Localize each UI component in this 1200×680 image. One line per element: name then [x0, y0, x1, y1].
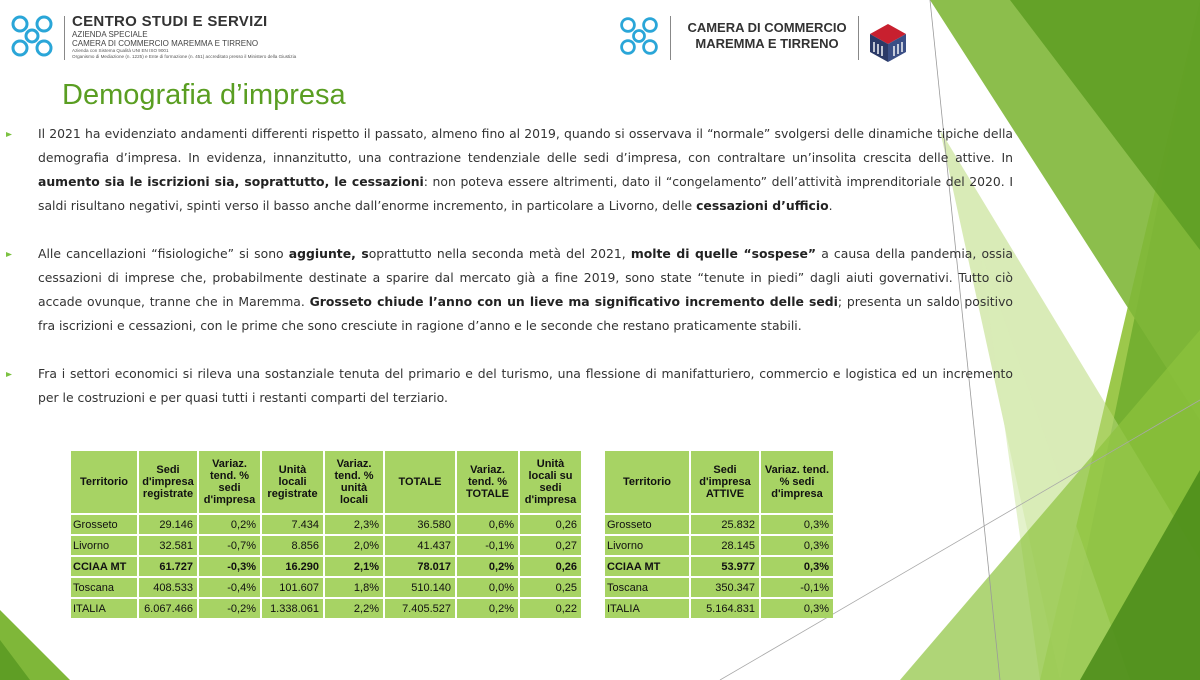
row-label-cell: ITALIA	[71, 599, 137, 618]
emphasis-text: aggiunte, s	[288, 246, 369, 261]
column-header: Unità locali registrate	[262, 451, 323, 513]
row-label-cell: CCIAA MT	[605, 557, 689, 576]
row-label-cell: Livorno	[71, 536, 137, 555]
data-cell: 32.581	[139, 536, 197, 555]
data-cell: 2,2%	[325, 599, 383, 618]
data-cell: 0,27	[520, 536, 581, 555]
data-cell: 0,26	[520, 557, 581, 576]
data-cell: 0,3%	[761, 557, 833, 576]
data-cell: 78.017	[385, 557, 455, 576]
data-cell: 0,6%	[457, 515, 518, 534]
data-cell: 41.437	[385, 536, 455, 555]
org-line-4: Organismo di Mediazione (n. 1225) e Ente di formazione (n. 451) accreditato presso il Ministero della Giustizia	[72, 54, 297, 59]
row-label-cell: Toscana	[71, 578, 137, 597]
bullet-paragraph	[0, 122, 1013, 218]
data-cell: 7.405.527	[385, 599, 455, 618]
column-header: Variaz. tend. % sedi d'impresa	[199, 451, 260, 513]
paragraph-text: .	[828, 198, 833, 213]
column-header: Territorio	[71, 451, 137, 513]
column-header: Variaz. tend. % TOTALE	[457, 451, 518, 513]
column-header: Sedi d'impresa ATTIVE	[691, 451, 759, 513]
table-demografia-sedi	[69, 449, 583, 620]
data-cell: 0,22	[520, 599, 581, 618]
paragraph-text: ; presenta un saldo positivo fra iscrizioni e cessazioni, con le prime che sono cresciute in ragione d’anno e le seconde che restano praticamente stabili.	[38, 294, 1013, 333]
row-label-cell: ITALIA	[605, 599, 689, 618]
paragraph-text: Il 2021 ha evidenziato andamenti differenti rispetto il passato, almeno fino al 2019, quando si osservava il “normale” svolgersi delle dinamiche tipiche della demografia d’impresa. In evidenza, innanzitutto, una contrazione tendenziale delle sedi d’impresa, con contraltare un’insolita crescita delle attive. In	[38, 126, 1013, 165]
bullet-marker-icon	[6, 372, 12, 377]
paragraph-text: Fra i settori economici si rileva una sostanziale tenuta del primario e del turismo, una flessione di manifatturiero, commercio e logistica ed un incremento per le costruzioni e per quasi tutti i restanti comparti del terziario.	[38, 366, 1013, 405]
data-cell: 0,2%	[457, 599, 518, 618]
table-row	[71, 557, 581, 576]
column-header: Variaz. tend. % sedi d'impresa	[761, 451, 833, 513]
paragraph-text: Alle cancellazioni “fisiologiche” si sono	[38, 246, 289, 261]
data-cell: -0,1%	[761, 578, 833, 597]
org-line-2: CAMERA DI COMMERCIO MAREMMA E TIRRENO	[72, 39, 259, 48]
table-row	[71, 515, 581, 534]
paragraph-text: oprattutto nella seconda metà del 2021,	[368, 246, 631, 261]
table-row	[605, 515, 833, 534]
table-row	[605, 557, 833, 576]
row-label-cell: CCIAA MT	[71, 557, 137, 576]
data-cell: 36.580	[385, 515, 455, 534]
data-cell: 0,25	[520, 578, 581, 597]
data-cell: 28.145	[691, 536, 759, 555]
header-divider	[670, 16, 671, 60]
data-cell: 408.533	[139, 578, 197, 597]
column-header: TOTALE	[385, 451, 455, 513]
table-header-row	[71, 451, 581, 513]
bullet-paragraph	[0, 362, 1013, 410]
data-cell: 16.290	[262, 557, 323, 576]
table-row	[71, 599, 581, 618]
page-title: Demografia d’impresa	[62, 79, 346, 111]
data-cell: 6.067.466	[139, 599, 197, 618]
header	[0, 8, 1200, 68]
bullet-paragraph	[0, 242, 1013, 338]
row-label-cell: Livorno	[605, 536, 689, 555]
row-label-cell: Grosseto	[605, 515, 689, 534]
data-cell: 0,3%	[761, 599, 833, 618]
table-header-row	[605, 451, 833, 513]
bullet-marker-icon	[6, 132, 12, 137]
org-title: CENTRO STUDI E SERVIZI	[72, 13, 268, 30]
data-cell: 2,3%	[325, 515, 383, 534]
data-cell: -0,1%	[457, 536, 518, 555]
data-cell: 5.164.831	[691, 599, 759, 618]
data-cell: 101.607	[262, 578, 323, 597]
data-cell: 8.856	[262, 536, 323, 555]
column-header: Territorio	[605, 451, 689, 513]
org-line-3: Azienda con Sistema Qualità UNI EN ISO 9001	[72, 48, 169, 53]
table-row	[71, 536, 581, 555]
data-cell: 25.832	[691, 515, 759, 534]
emphasis-text: aumento sia le iscrizioni sia, soprattutto, le cessazioni	[38, 174, 424, 189]
data-cell: 350.347	[691, 578, 759, 597]
org-info	[72, 13, 332, 60]
row-label-cell: Toscana	[605, 578, 689, 597]
table-row	[605, 536, 833, 555]
header-divider	[64, 16, 65, 60]
chamber-logo-icon	[8, 12, 56, 60]
org-line-1: AZIENDA SPECIALE	[72, 30, 148, 39]
chamber-line-1: CAMERA DI COMMERCIO	[687, 20, 847, 35]
row-label-cell: Grosseto	[71, 515, 137, 534]
data-cell: 29.146	[139, 515, 197, 534]
table-row	[71, 578, 581, 597]
data-cell: 0,3%	[761, 515, 833, 534]
chamber-name	[682, 20, 852, 52]
chamber-logo-icon	[617, 14, 661, 58]
data-cell: 1,8%	[325, 578, 383, 597]
column-header: Sedi d'impresa registrate	[139, 451, 197, 513]
data-cell: -0,4%	[199, 578, 260, 597]
data-cell: 53.977	[691, 557, 759, 576]
column-header: Unità locali su sedi d'impresa	[520, 451, 581, 513]
data-cell: 0,2%	[457, 557, 518, 576]
bullet-marker-icon	[6, 252, 12, 257]
data-cell: 0,26	[520, 515, 581, 534]
paragraph-text: : non poteva essere altrimenti, dato il “congelamento” dell’attività imprenditoriale del 2020. I saldi risultano negativi, spinti verso il basso anche dall’enorme incremento, in particolare a Livorno, delle	[38, 174, 1013, 213]
emphasis-text: Grosseto chiude l’anno con un lieve ma significativo incremento delle sedi	[309, 294, 838, 309]
header-divider	[858, 16, 859, 60]
data-cell: 7.434	[262, 515, 323, 534]
data-cell: -0,2%	[199, 599, 260, 618]
data-cell: 510.140	[385, 578, 455, 597]
table-row	[605, 578, 833, 597]
table-sedi-attive	[603, 449, 835, 620]
data-cell: 0,3%	[761, 536, 833, 555]
data-cell: -0,7%	[199, 536, 260, 555]
data-cell: 1.338.061	[262, 599, 323, 618]
chamber-line-2: MAREMMA E TIRRENO	[695, 36, 839, 51]
building-emblem-icon	[866, 20, 910, 64]
emphasis-text: molte di quelle “sospese”	[630, 246, 817, 261]
table-row	[605, 599, 833, 618]
paragraph-text: a causa della pandemia, ossia cessazioni di imprese che, probabilmente destinate a sparire dal mercato già a fine 2019, sono state “tenute in piedi” dagli aiuti governativi. Tutto ciò accade ovunque, tranne che in Maremma.	[38, 246, 1013, 309]
data-cell: -0,3%	[199, 557, 260, 576]
data-cell: 2,1%	[325, 557, 383, 576]
data-cell: 2,0%	[325, 536, 383, 555]
data-cell: 0,0%	[457, 578, 518, 597]
data-cell: 0,2%	[199, 515, 260, 534]
column-header: Variaz. tend. % unità locali	[325, 451, 383, 513]
emphasis-text: cessazioni d’ufficio	[696, 198, 829, 213]
data-cell: 61.727	[139, 557, 197, 576]
